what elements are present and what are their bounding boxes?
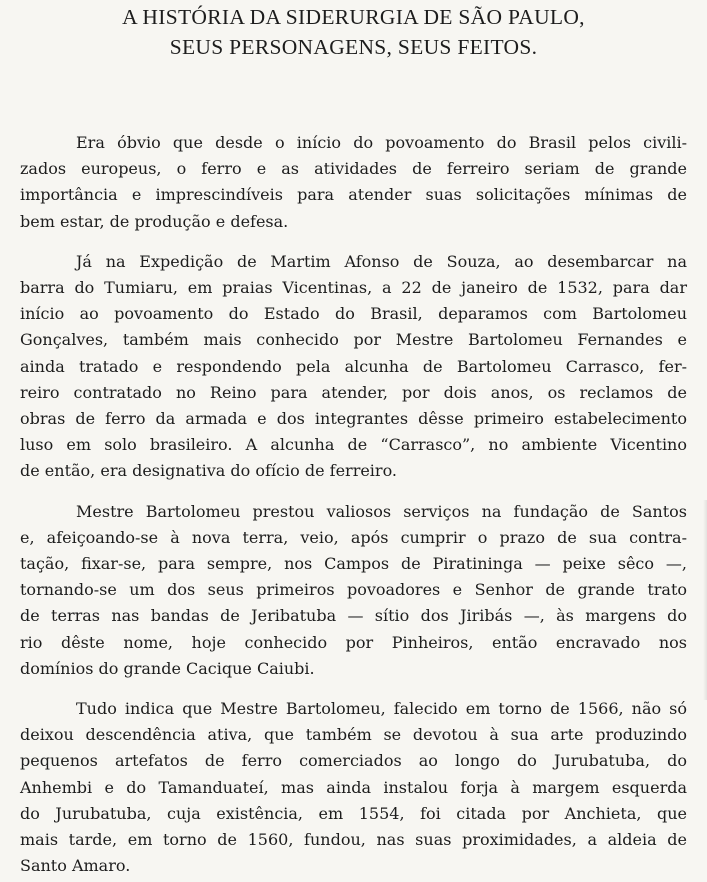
text-line: reiro contratado no Reino para atender, por dois anos, os reclamos de [20,382,687,402]
text-line: tação, fixar-se, para sempre, nos Campos de Piratininga — peixe sêco —, [20,554,687,574]
paragraph-1 [20,130,687,235]
text-line: ainda tratado e respondendo pela alcunha de Bartolomeu Carrasco, fer- [20,356,687,376]
text-line: Já na Expedição de Martim Afonso de Souza, ao desembarcar na [76,251,687,271]
text-line: mais tarde, em torno de 1560, fundou, nas suas proximidades, a aldeia de [20,830,687,850]
text-line: de terras nas bandas de Jeribatuba — sítio dos Jiribás —, às margens do [20,606,687,626]
text-line: bem estar, de produção e defesa. [20,211,289,231]
title-line-1: A HISTÓRIA DA SIDERURGIA DE SÃO PAULO, [122,5,585,29]
body-text [20,130,687,879]
text-line: obras de ferro da armada e dos integrantes dêsse primeiro estabelecimento [20,409,687,429]
paragraph-2 [20,249,687,485]
text-line: barra do Tumiaru, em praias Vicentinas, a 22 de janeiro de 1532, para dar [20,278,687,298]
paragraph-3 [20,499,687,682]
text-line: de então, era designativa do ofício de ferreiro. [20,461,398,481]
text-line: pequenos artefatos de ferro comerciados ao longo do Jurubatuba, do [20,751,687,771]
text-line: início ao povoamento do Estado do Brasil, deparamos com Bartolomeu [20,304,687,324]
text-line: do Jurubatuba, cuja existência, em 1554, foi citada por Anchieta, que [20,803,687,823]
text-line: deixou descendência ativa, que também se devotou à sua arte produzindo [20,725,687,745]
text-line: Mestre Bartolomeu prestou valiosos serviços na fundação de Santos [76,501,687,521]
text-line: Era óbvio que desde o início do povoamento do Brasil pelos civili- [76,133,687,152]
text-line: rio dêste nome, hoje conhecido por Pinheiros, então encravado nos [20,632,687,652]
title-line-2: SEUS PERSONAGENS, SEUS FEITOS. [169,35,538,59]
paragraph-4 [20,696,687,879]
text-line: importância e imprescindíveis para atender suas solicitações mínimas de [20,185,687,205]
page-title [0,0,707,62]
text-line: Gonçalves, também mais conhecido por Mestre Bartolomeu Fernandes e [20,330,687,350]
text-line: domínios do grande Cacique Caiubi. [20,658,315,678]
text-line: tornando-se um dos seus primeiros povoadores e Senhor de grande trato [20,580,687,600]
text-line: Tudo indica que Mestre Bartolomeu, falecido em torno de 1566, não só [76,699,687,719]
text-line: e, afeiçoando-se à nova terra, veio, após cumprir o prazo de sua contra- [20,527,687,547]
text-line: luso em solo brasileiro. A alcunha de “Carrasco”, no ambiente Vicentino [20,435,687,455]
page-edge-shadow [703,500,707,700]
text-line: zados europeus, o ferro e as atividades de ferreiro seriam de grande [20,159,687,179]
text-line: Santo Amaro. [20,856,131,876]
text-line: Anhembi e do Tamanduateí, mas ainda instalou forja à margem esquerda [20,777,687,797]
